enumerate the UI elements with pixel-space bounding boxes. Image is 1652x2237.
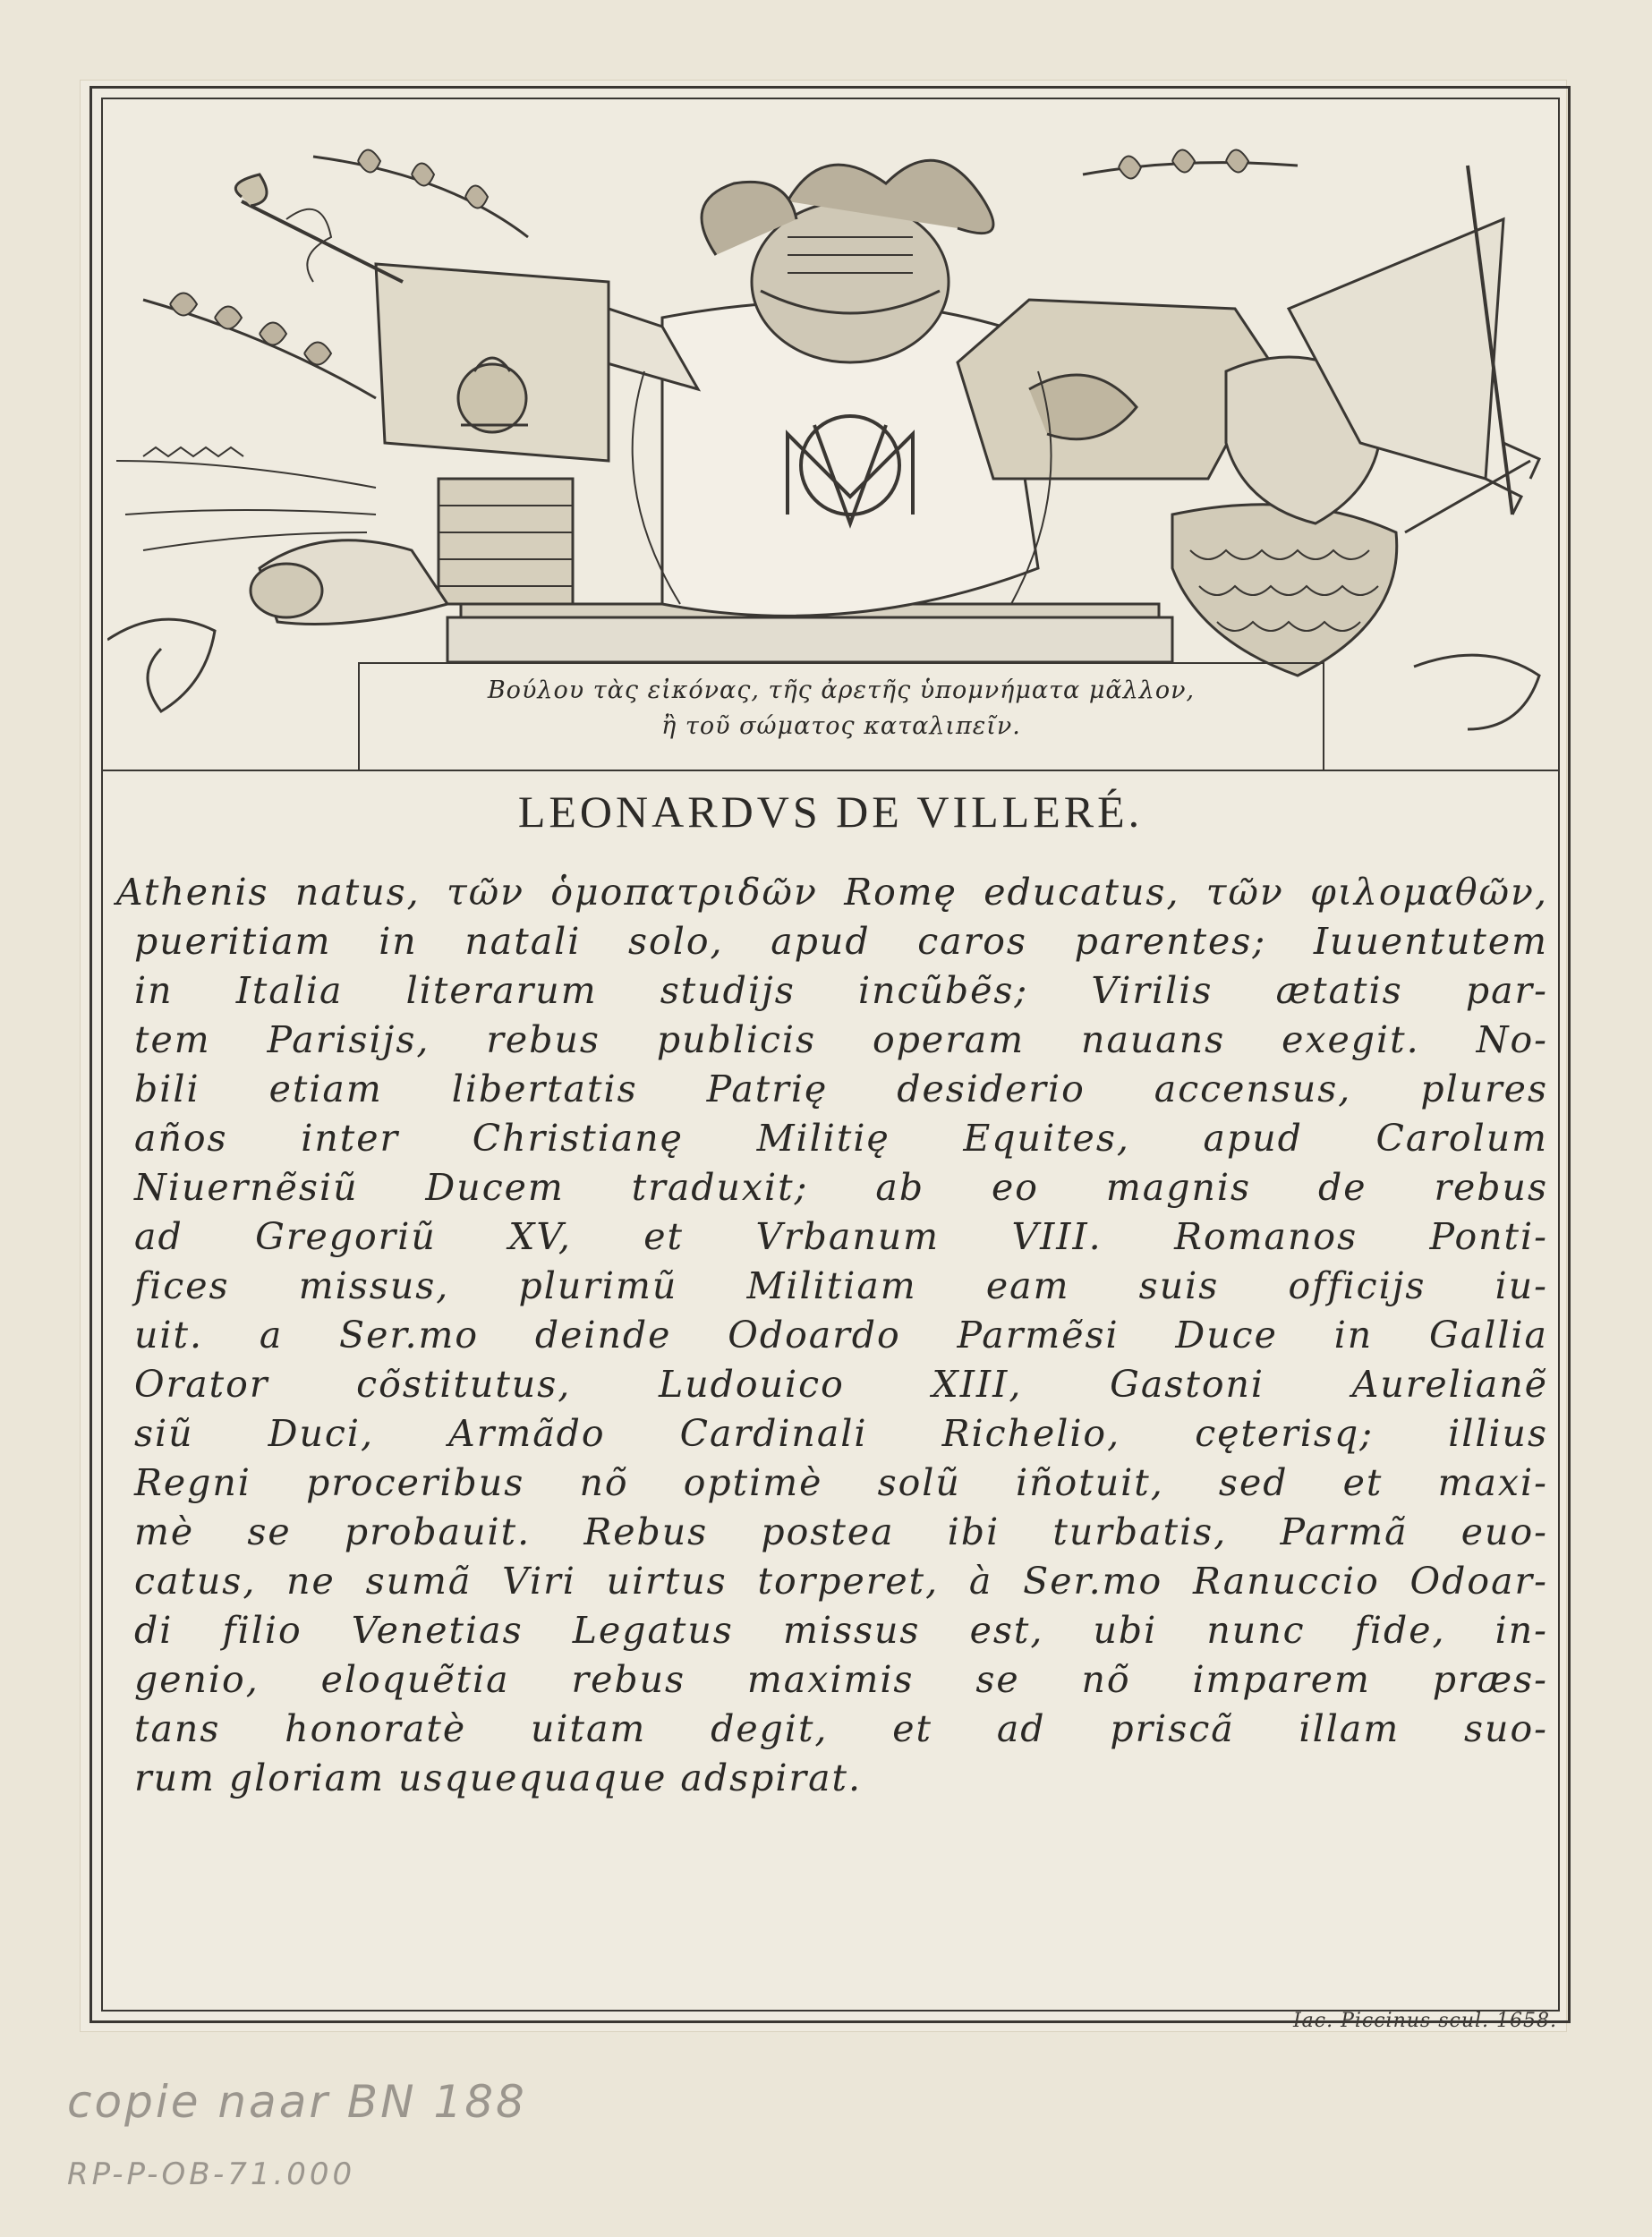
text-line: Regni proceribus nõ optimè solũ iñotuit, sed et maxi-: [134, 1461, 1548, 1504]
text-line: Orator cõstitutus, Ludouico XIII, Gastoni Aurelianẽ: [134, 1363, 1548, 1406]
page-title: LEONARDVS DE VILLERÉ.: [517, 787, 1144, 837]
text-line: Niuernẽsiũ Ducem traduxit; ab eo magnis de rebus: [134, 1166, 1548, 1209]
motto-line-2: ἢ τοῦ σώματος καταλιπεῖν.: [661, 712, 1021, 740]
text-line: catus, ne sumã Viri uirtus torperet, à Ser.mo Ranuccio Odoar-: [134, 1560, 1548, 1603]
text-line: siũ Duci, Armãdo Cardinali Richelio, cęterisq; illius: [134, 1412, 1548, 1455]
biography-text: [116, 868, 1548, 1803]
text-line: ad Gregoriũ XV, et Vrbanum VIII. Romanos Ponti-: [134, 1215, 1548, 1258]
text-line: uit. a Ser.mo deinde Odoardo Parmẽsi Duce in Gallia: [134, 1314, 1548, 1357]
text-line: mè se probauit. Rebus postea ibi turbatis, Parmã euo-: [134, 1510, 1548, 1553]
engraver-signature: Iac. Piccinus scul. 1658.: [1292, 2010, 1557, 2032]
text-line: tem Parisijs, rebus publicis operam nauans exegit. No-: [134, 1018, 1548, 1061]
text-line: in Italia literarum studijs incũbẽs; Virilis ætatis par-: [134, 969, 1548, 1012]
text-line: tans honoratè uitam degit, et ad priscã illam suo-: [134, 1707, 1548, 1750]
pencil-note: copie naar BN 188: [67, 2076, 527, 2128]
motto-line-1: Βούλου τὰς εἰκόνας, τῆς ἀρετῆς ὑπομνήματα μᾶλλον,: [487, 676, 1196, 704]
greek-motto: [376, 673, 1307, 744]
text-line: di filio Venetias Legatus missus est, ubi nunc fide, in-: [134, 1609, 1548, 1652]
text-line: Athenis natus, τῶν ὁμοπατριδῶν Romę educatus, τῶν φιλομαθῶν,: [116, 871, 1548, 914]
text-line: años inter Christianę Militię Equites, apud Carolum: [134, 1117, 1548, 1160]
inventory-number: RP-P-OB-71.000: [67, 2156, 356, 2192]
text-line: bili etiam libertatis Patrię desiderio accensus, plures: [134, 1067, 1548, 1110]
monogram-letters: MDV: [107, 103, 110, 104]
text-line: genio, eloquẽtia rebus maximis se nõ imparem præs-: [134, 1658, 1548, 1701]
text-line: rum gloriam usquequaque adspirat.: [134, 1756, 863, 1799]
text-line: fices missus, plurimũ Militiam eam suis officijs iu-: [134, 1264, 1548, 1307]
divider-rule: [101, 770, 1560, 771]
engraver-signature-wrap: [1172, 2010, 1557, 2032]
text-line: pueritiam in natali solo, apud caros parentes; Iuuentutem: [134, 920, 1548, 963]
